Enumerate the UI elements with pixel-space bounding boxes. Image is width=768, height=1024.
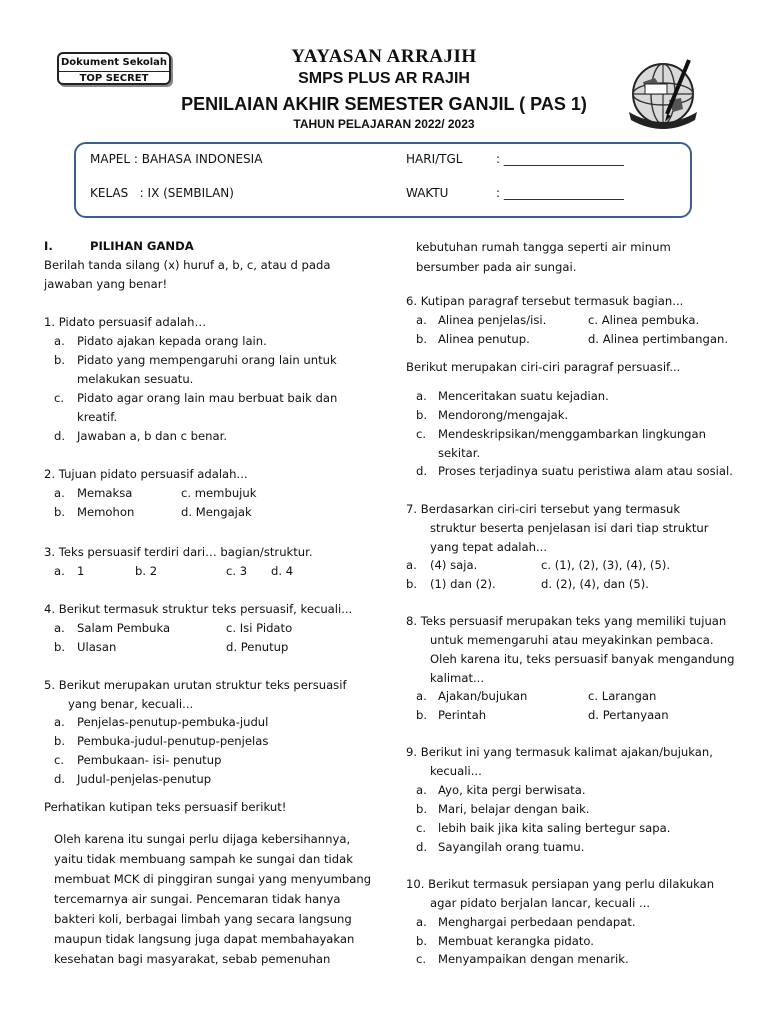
section-number: I. bbox=[44, 239, 53, 253]
option-letter: a. bbox=[54, 621, 65, 635]
option-text: c. (1), (2), (3), (4), (5). bbox=[541, 558, 671, 572]
option-letter: a. bbox=[54, 334, 65, 348]
option-text: c. membujuk bbox=[181, 486, 257, 500]
option-letter: b. bbox=[416, 408, 428, 422]
passage-line: kebutuhan rumah tangga seperti air minum bbox=[416, 240, 671, 254]
option-text: d. (2), (4), dan (5). bbox=[541, 577, 649, 591]
question-4: 4. Berikut termasuk struktur teks persuasif, kecuali... bbox=[44, 602, 353, 616]
option-letter: b. bbox=[416, 708, 428, 722]
option-text: Memaksa bbox=[77, 486, 133, 500]
passage-line: Oleh karena itu sungai perlu dijaga kebersihannya, bbox=[54, 832, 351, 846]
question-7: 7. Berdasarkan ciri-ciri tersebut yang termasuk bbox=[406, 502, 681, 516]
ciri-intro: Berikut merupakan ciri-ciri paragraf persuasif... bbox=[406, 360, 681, 374]
option-letter: d. bbox=[416, 464, 428, 478]
question-5: 5. Berikut merupakan urutan struktur teks persuasif bbox=[44, 678, 347, 692]
exam-title: PENILAIAN AKHIR SEMESTER GANJIL ( PAS 1) bbox=[181, 94, 587, 114]
question-10: 10. Berikut termasuk persiapan yang perlu dilakukan bbox=[406, 877, 715, 891]
option-letter: d. bbox=[54, 772, 66, 786]
option-letter: c. bbox=[416, 952, 427, 966]
option-letter: c. bbox=[416, 427, 427, 441]
option-letter: a. bbox=[416, 689, 427, 703]
option-text: d. Penutup bbox=[226, 640, 289, 654]
option-text: Alinea penjelas/isi. bbox=[438, 313, 547, 327]
option-letter: b. bbox=[416, 802, 428, 816]
option-letter: b. bbox=[406, 577, 418, 591]
academic-year: TAHUN PELAJARAN 2022/ 2023 bbox=[293, 117, 475, 131]
foundation-name: YAYASAN ARRAJIH bbox=[291, 46, 477, 67]
question-3: 3. Teks persuasif terdiri dari… bagian/struktur. bbox=[44, 545, 313, 559]
option-letter: a. bbox=[416, 313, 427, 327]
option-text: melakukan sesuatu. bbox=[77, 372, 194, 386]
option-letter: b. bbox=[54, 640, 66, 654]
day-date-field[interactable]: : ____________________ bbox=[496, 152, 624, 166]
instruction-line: Berilah tanda silang (x) huruf a, b, c, atau d pada bbox=[44, 258, 331, 272]
option-text: Pidato yang mempengaruhi orang lain untuk bbox=[77, 353, 337, 367]
option-letter: a. bbox=[416, 915, 427, 929]
option-text: kreatif. bbox=[77, 410, 118, 424]
option-letter: a. bbox=[54, 486, 65, 500]
option-text: d. Pertanyaan bbox=[588, 708, 669, 722]
question-8-cont: untuk memengaruhi atau meyakinkan pembaca. bbox=[430, 633, 714, 647]
time-field[interactable]: : ____________________ bbox=[496, 186, 624, 200]
option-text: Ajakan/bujukan bbox=[438, 689, 528, 703]
option-letter: b. bbox=[54, 734, 66, 748]
question-10-cont: agar pidato berjalan lancar, kecuali ... bbox=[430, 896, 651, 910]
question-8-cont: kalimat... bbox=[430, 671, 485, 685]
option-text: Mari, belajar dengan baik. bbox=[438, 802, 590, 816]
question-9-cont: kecuali... bbox=[430, 764, 482, 778]
option-text: Pidato agar orang lain mau berbuat baik dan bbox=[77, 391, 338, 405]
option-letter: b. bbox=[54, 505, 66, 519]
badge-line1: Dokument Sekolah bbox=[60, 57, 168, 68]
option-text: Pembuka-judul-penutup-penjelas bbox=[77, 734, 269, 748]
passage-line: kesehatan bagi masyarakat, sebab pemenuhan bbox=[54, 952, 331, 966]
option-text: Ulasan bbox=[77, 640, 117, 654]
option-text: Jawaban a, b dan c benar. bbox=[77, 429, 228, 443]
question-9: 9. Berikut ini yang termasuk kalimat ajakan/bujukan, bbox=[406, 745, 713, 759]
option-text: (1) dan (2). bbox=[430, 577, 496, 591]
option-text: Judul-penjelas-penutup bbox=[77, 772, 212, 786]
badge-line2: TOP SECRET bbox=[59, 71, 169, 86]
option-text: Ayo, kita pergi berwisata. bbox=[438, 783, 586, 797]
question-6: 6. Kutipan paragraf tersebut termasuk bagian... bbox=[406, 294, 684, 308]
option-text: sekitar. bbox=[438, 446, 481, 460]
instruction-line: jawaban yang benar! bbox=[44, 277, 168, 291]
option-letter: b. bbox=[416, 934, 428, 948]
option-text: d. 4 bbox=[271, 564, 294, 578]
option-text: (4) saja. bbox=[430, 558, 478, 572]
option-letter: a. bbox=[54, 715, 65, 729]
option-text: Pembukaan- isi- penutup bbox=[77, 753, 222, 767]
option-text: Mendeskripsikan/menggambarkan lingkungan bbox=[438, 427, 706, 441]
question-1: 1. Pidato persuasif adalah… bbox=[44, 315, 207, 329]
option-letter: c. bbox=[416, 821, 427, 835]
question-8: 8. Teks persuasif merupakan teks yang memiliki tujuan bbox=[406, 614, 727, 628]
option-text: Memohon bbox=[77, 505, 135, 519]
question-7-cont: yang tepat adalah... bbox=[430, 540, 548, 554]
option-text: 1 bbox=[77, 564, 85, 578]
passage-instruction: Perhatikan kutipan teks persuasif berikut! bbox=[44, 800, 287, 814]
passage-line: membuat MCK di pinggiran sungai yang menyumbang bbox=[54, 872, 372, 886]
question-2: 2. Tujuan pidato persuasif adalah... bbox=[44, 467, 248, 481]
option-text: b. 2 bbox=[135, 564, 158, 578]
question-8-cont: Oleh karena itu, teks persuasif banyak mengandung bbox=[430, 652, 735, 666]
option-text: d. Alinea pertimbangan. bbox=[588, 332, 729, 346]
class-label: KELAS : IX (SEMBILAN) bbox=[90, 186, 234, 200]
school-name: SMPS PLUS AR RAJIH bbox=[298, 70, 470, 87]
option-text: Perintah bbox=[438, 708, 487, 722]
passage-line: bersumber pada air sungai. bbox=[416, 260, 577, 274]
option-letter: c. bbox=[54, 391, 65, 405]
section-title: PILIHAN GANDA bbox=[90, 239, 194, 253]
passage-line: maupun tidak langsung juga dapat membahayakan bbox=[54, 932, 355, 946]
passage-line: tercemarnya air sungai. Pencemaran tidak hanya bbox=[54, 892, 341, 906]
day-date-label: HARI/TGL bbox=[406, 152, 463, 166]
option-text: Menyampaikan dengan menarik. bbox=[438, 952, 629, 966]
option-text: Pidato ajakan kepada orang lain. bbox=[77, 334, 267, 348]
option-text: Proses terjadinya suatu peristiwa alam atau sosial. bbox=[438, 464, 733, 478]
option-letter: a. bbox=[54, 564, 65, 578]
passage-line: bakteri koli, berbagai limbah yang secara langsung bbox=[54, 912, 352, 926]
option-text: Mendorong/mengajak. bbox=[438, 408, 569, 422]
option-text: c. Isi Pidato bbox=[226, 621, 293, 635]
subject-label: MAPEL : BAHASA INDONESIA bbox=[90, 152, 263, 166]
option-text: c. 3 bbox=[226, 564, 248, 578]
option-letter: c. bbox=[54, 753, 65, 767]
option-text: Membuat kerangka pidato. bbox=[438, 934, 594, 948]
option-letter: a. bbox=[416, 389, 427, 403]
option-text: lebih baik jika kita saling bertegur sapa. bbox=[438, 821, 671, 835]
option-letter: d. bbox=[54, 429, 66, 443]
question-7-cont: struktur beserta penjelasan isi dari tiap struktur bbox=[430, 521, 709, 535]
option-letter: a. bbox=[406, 558, 417, 572]
time-label: WAKTU bbox=[406, 186, 449, 200]
option-text: c. Larangan bbox=[588, 689, 657, 703]
option-text: d. Mengajak bbox=[181, 505, 252, 519]
option-text: Alinea penutup. bbox=[438, 332, 530, 346]
option-letter: b. bbox=[54, 353, 66, 367]
option-text: Salam Pembuka bbox=[77, 621, 171, 635]
option-text: c. Alinea pembuka. bbox=[588, 313, 700, 327]
passage-line: yaitu tidak membuang sampah ke sungai dan tidak bbox=[54, 852, 353, 866]
option-text: Menghargai perbedaan pendapat. bbox=[438, 915, 636, 929]
option-letter: b. bbox=[416, 332, 428, 346]
option-text: Penjelas-penutup-pembuka-judul bbox=[77, 715, 269, 729]
option-text: Sayangilah orang tuamu. bbox=[438, 840, 585, 854]
option-letter: d. bbox=[416, 840, 428, 854]
option-text: Menceritakan suatu kejadian. bbox=[438, 389, 609, 403]
option-letter: a. bbox=[416, 783, 427, 797]
question-5-cont: yang benar, kecuali... bbox=[68, 697, 194, 711]
